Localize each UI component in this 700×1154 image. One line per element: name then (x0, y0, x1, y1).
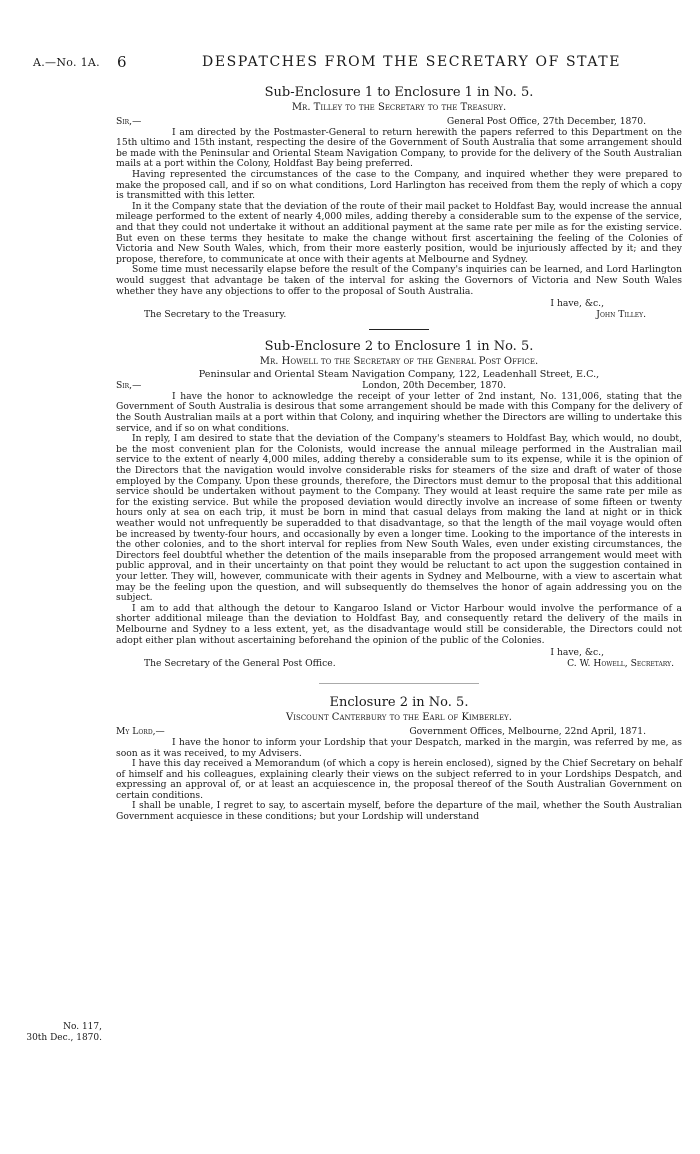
sub-enclosure-2-from-to: Mr. Howell to the Secretary of the General Post Office. (259, 356, 539, 368)
sub-enclosure-2-heading: Sub-Enclosure 2 to Enclosure 1 in No. 5. (264, 339, 534, 355)
addressee: The Secretary to the Treasury. (144, 308, 287, 320)
page-number: 6 (117, 53, 127, 71)
salutation: My Lord,— (116, 726, 165, 738)
closing: I have, &c., (550, 647, 604, 659)
place-date: Government Offices, Melbourne, 22nd April, 1871. (409, 726, 646, 738)
paragraph: In reply, I am desired to state that the deviation of the Company's steamers to Holdfast Bay, which would, no doubt, be the most convenient plan for the Colonists, would increase the annual mileage performed in the Australian mail service to the extent of nearly 4,000 miles, adding thereby a considerable sum to its expense, while it is the opinion of the Directors that the navigation would involve considerable risks for steamers of the size and draft of water of those employed by the Company. Upon these grounds, therefore, the Directors must demur to the proposal that this additional service should be undertaken without payment to the Company. They would at least require the same rate per mile as for the existing service. But while the proposed deviation would directly involve an increase of some fifteen or twenty hours only at sea on each trip, it must be born in mind that casual delays from making the land at night or in thick weather would not unfrequently be superadded to that disadvantage, so that the length of the mail voyage would often be increased by twenty-four hours, and occasionally by even a longer time. Looking to the importance of the interests in the other colonies, and to the short interval for replies from New South Wales, even under existing circumstances, the Directors feel doubtful whether the detention of the mails inseparable from the proposed arrangement would meet with public approval, and in their uncertainty on that point they would be reluctant to act upon the suggestion contained in your letter. They will, however, communicate with their agents in Sydney and Melbourne, with a view to ascertain what may be the feeling upon the question, and will subsequently do themselves the honor of again addressing you on the subject. (116, 433, 682, 604)
addressee: The Secretary of the General Post Office. (144, 657, 336, 669)
section-divider (319, 683, 479, 684)
enclosure-2-from-to: Viscount Canterbury to the Earl of Kimberley. (286, 712, 512, 724)
paragraph: In it the Company state that the deviation of the route of their mail packet to Holdfast Bay, would increase the annual mileage performed to the extent of nearly 4,000 miles, adding thereby a considerable sum to the expense of the service, and that they could not undertake it without an additional payment at the same rate per mile as for the existing service. But even on these terms they hesitate to make the change without first ascertaining the feeling of the Colonies of Victoria and New South Wales, which, from their more easterly position, would be injuriously affected by it; and they propose, therefore, to communicate at once with their agents at Melbourne and Sydney. (116, 200, 682, 265)
section-divider (369, 329, 429, 330)
signature: C. W. Howell, Secretary. (567, 657, 674, 669)
margin-note-date: 30th Dec., 1870. (26, 1033, 102, 1043)
salutation: Sir,— (116, 116, 142, 127)
running-title: DESPATCHES FROM THE SECRETARY OF STATE (202, 54, 622, 70)
paragraph: I have this day received a Memorandum (of which a copy is herein enclosed), signed by the Chief Secretary on behalf of himself and his colleagues, explaining clearly their views on the subject referred to in your Lordships Despatch, and expressing an approval of, or at least an acquiescence in, the proposal thereof of the South Australian Government on certain conditions. (116, 758, 682, 801)
margin-note (20, 1022, 102, 1044)
enclosure-2-heading: Enclosure 2 in No. 5. (329, 695, 469, 711)
sub-enclosure-1-heading: Sub-Enclosure 1 to Enclosure 1 in No. 5. (264, 85, 534, 100)
sub-enclosure-1-from-to: Mr. Tilley to the Secretary to the Treasury. (291, 102, 507, 113)
margin-note-number: No. 117, (63, 1022, 102, 1032)
paragraph: Having represented the circumstances of the case to the Company, and inquired whether they were prepared to make the proposed call, and if so on what conditions, Lord Harlington has received from them the reply of which a copy is transmitted with this letter. (116, 168, 682, 202)
sub-enclosure-1-signature-line (116, 310, 682, 321)
place-date: General Post Office, 27th December, 1870. (446, 116, 646, 127)
paragraph: I have the honor to acknowledge the receipt of your letter of 2nd instant, No. 131,006, stating that the Government of South Australia is desirous that some arrangement should be made with this Company for the delivery of the South Australian mails at a port within that Colony, and inquiring whether the Directors are willing to undertake this service, and if so on what conditions. (116, 390, 682, 434)
paragraph: I am directed by the Postmaster-General to return herewith the papers referred to this Department on the 15th ultimo and 15th instant, respecting the desire of the Government of South Australia that some arrangement should be made with the Peninsular and Oriental Steam Navigation Company, to provide for the delivery of the South Australian mails at a port within the Colony, Holdfast Bay being preferred. (116, 126, 682, 170)
signature: John Tilley. (596, 308, 646, 320)
sub-enclosure-1-salutation-line (116, 117, 682, 128)
sub-enclosure-2-address: Peninsular and Oriental Steam Navigation Company, 122, Leadenhall Street, E.C., (198, 369, 600, 381)
series-reference: A.—No. 1A. (33, 56, 100, 69)
paragraph: I am to add that although the detour to Kangaroo Island or Victor Harbour would involve the performance of a shorter additional mileage than the deviation to Holdfast Bay, and consequently retard the delivery of the mails in Melbourne and Sydney to a less extent, yet, as the disadvantage would still be considerable, the Directors could not adopt either plan without ascertaining beforehand the opinion of the public of the Colonies. (116, 602, 682, 646)
paragraph: I have the honor to inform your Lordship that your Despatch, marked in the margin, was referred by me, as soon as it was received, to my Advisers. (116, 736, 682, 759)
salutation: Sir,— (116, 380, 142, 392)
closing: I have, &c., (550, 298, 604, 310)
place-date: London, 20th December, 1870. (362, 380, 506, 392)
paragraph: I shall be unable, I regret to say, to ascertain myself, before the departure of the mail, whether the South Australian Government acquiesce in these conditions; but your Lordship will understand (116, 800, 682, 823)
main-text (116, 84, 682, 823)
sub-enclosure-2-signature-line (116, 659, 682, 670)
paragraph: Some time must necessarily elapse before the result of the Company's inquiries can be learned, and Lord Harlington would suggest that advantage be taken of the interval for asking the Governors of Victoria and New South Wales whether they have any objections to offer to the proposal of South Australia. (116, 264, 682, 297)
